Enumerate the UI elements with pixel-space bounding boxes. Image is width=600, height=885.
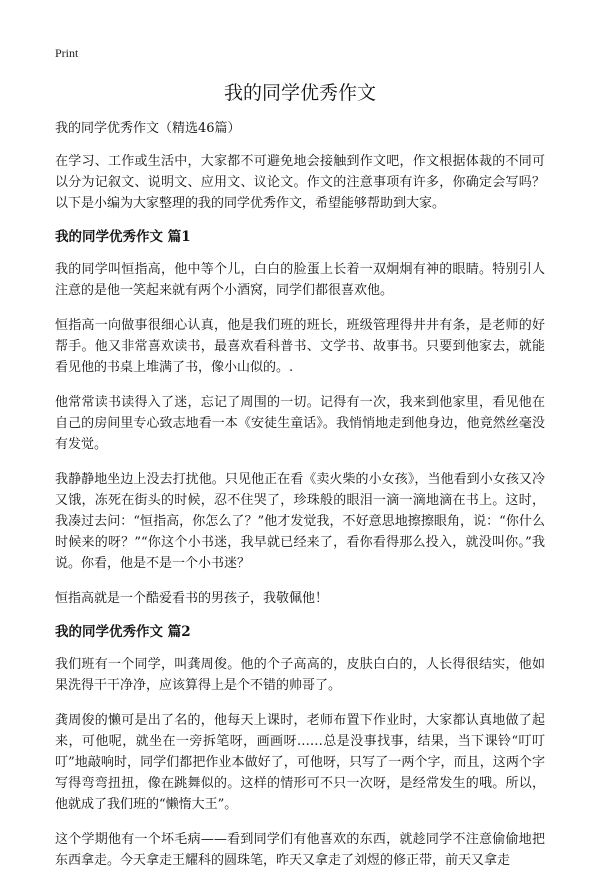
section-heading-2: 我的同学优秀作文 篇2 bbox=[55, 624, 191, 640]
section2-paragraph: 这个学期他有一个坏毛病——看到同学们有他喜欢的东西，就趁同学不注意偷偷地把东西拿走。今天拿走王耀科的圆珠笔，昨天又拿走了刘煜的修正带，前天又拿走 bbox=[55, 832, 545, 868]
article-subtitle: 我的同学优秀作文（精选46篇） bbox=[55, 121, 241, 136]
section2-paragraph: 龚周俊的懒可是出了名的，他每天上课时，老师布置下作业时，大家都认真地做了起来，可他呢，就坐在一旁拆笔呀，画画呀……总是没事找事，结果，当下课铃“叮叮叮”地敲响时，同学们都把作业本做好了，可他呀，只写了一两个字，而且，这两个字写得弯弯扭扭，像在跳舞似的。这样的情形可不只一次呀，是经常发生的哦。所以，他就成了我们班的“懒惰大王”。 bbox=[55, 713, 545, 812]
section1-paragraph: 我静静地坐边上没去打扰他。只见他正在看《卖火柴的小女孩》，当他看到小女孩又冷又饿，冻死在街头的时候，忍不住哭了，珍珠般的眼泪一滴一滴地滴在书上。这时，我凑过去问：“恒指高，你怎么了？”他才发觉我，不好意思地擦擦眼角，说：“你什么时候来的呀？”“你这个小书迷，我早就已经来了，看你看得那么投入，就没叫你。”我说。你看，他是不是一个小书迷？ bbox=[55, 472, 545, 571]
section-heading-1: 我的同学优秀作文 篇1 bbox=[55, 229, 191, 245]
section1-paragraph: 他常常读书读得入了迷，忘记了周围的一切。记得有一次，我来到他家里，看见他在自己的房间里专心致志地看一本《安徒生童话》。我悄悄地走到他身边，他竟然丝毫没有发觉。 bbox=[55, 395, 545, 452]
section1-paragraph: 我的同学叫恒指高，他中等个儿，白白的脸蛋上长着一双炯炯有神的眼睛。特别引人注意的是他一笑起来就有两个小酒窝，同学们都很喜欢他。 bbox=[55, 262, 545, 298]
section1-paragraph: 恒指高就是一个酷爱看书的男孩子，我敬佩他！ bbox=[55, 591, 329, 606]
article-body bbox=[55, 120, 545, 885]
intro-paragraph: 在学习、工作或生活中，大家都不可避免地会接触到作文吧，作文根据体裁的不同可以分为记叙文、说明文、应用文、议论文。作文的注意事项有许多，你确定会写吗？以下是小编为大家整理的我的同学优秀作文，希望能够帮助到大家。 bbox=[55, 154, 545, 211]
section1-paragraph: 恒指高一向做事很细心认真，他是我们班的班长，班级管理得井井有条，是老师的好帮手。他又非常喜欢读书，最喜欢看科普书、文学书、故事书。只要到他家去，就能看见他的书桌上堆满了书，像小山似的。. bbox=[55, 318, 545, 375]
section2-paragraph: 我们班有一个同学，叫龚周俊。他的个子高高的，皮肤白白的，人长得很结实，他如果洗得干干净净，应该算得上是个不错的帅哥了。 bbox=[55, 657, 545, 693]
print-link[interactable]: Print bbox=[55, 46, 79, 60]
page-title: 我的同学优秀作文 bbox=[223, 82, 376, 104]
